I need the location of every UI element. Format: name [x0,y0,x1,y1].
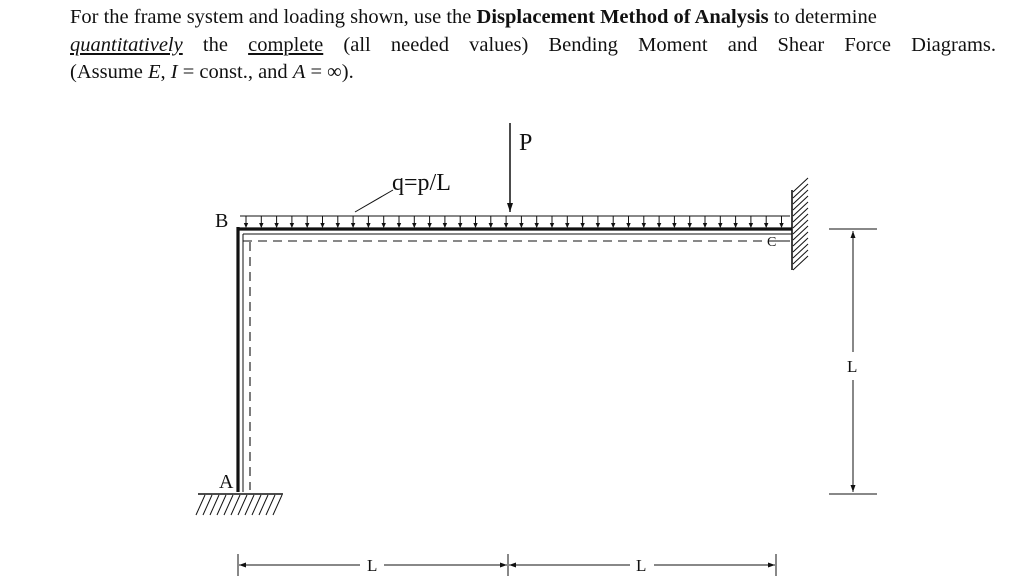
load-arrow-head [733,223,737,228]
emphasis-quantitatively: quantitatively [70,33,183,56]
hatch-line [245,495,254,515]
hatch-line [793,208,808,222]
load-arrow-head [259,223,263,228]
hatch-line [231,495,240,515]
load-arrow-head [244,223,248,228]
hatch-line [238,495,247,515]
load-arrow-head [596,223,600,228]
text-span: For the frame system and loading shown, use the [70,6,477,28]
node-b-label: B [215,210,229,232]
distributed-load [244,216,784,228]
load-arrow-head [764,223,768,228]
hatch-line [217,495,226,515]
node-a-label: A [219,471,234,493]
load-arrow-head [427,223,431,228]
dim-right-label: L [636,556,647,575]
hatch-line [273,495,282,515]
hatch-line [224,495,233,515]
hatch-line [252,495,261,515]
text-span: , [160,61,171,83]
hatch-line [793,250,808,264]
dim-left-label: L [367,556,378,575]
load-arrow-head [336,223,340,228]
hatch-line [203,495,212,515]
symbol-i: I [170,61,178,83]
load-arrow-head [320,223,324,228]
load-arrow-head [611,223,615,228]
load-arrow-head [397,223,401,228]
load-arrow-head [565,223,569,228]
hatch-line [793,232,808,246]
point-load-label: P [519,130,533,156]
load-arrow-head [305,223,309,228]
load-label-leader [355,190,393,212]
hatch-line [793,196,808,210]
load-arrow-head [718,223,722,228]
method-name: Displacement Method of Analysis [476,6,769,28]
text-span: the [182,33,249,56]
load-arrow-head [382,223,386,228]
load-arrow-head [550,223,554,228]
text-span: (Assume [70,61,149,83]
load-arrow-head [274,223,278,228]
hatch-line [793,214,808,228]
load-arrow-head [473,223,477,228]
hatch-line [793,190,808,204]
hatch-line [793,202,808,216]
load-arrow-head [657,223,661,228]
hatch-line [793,178,808,192]
load-arrow-head [703,223,707,228]
text-span: = ∞). [305,61,354,83]
hatch-line [793,184,808,198]
hatch-line [196,495,205,515]
text-span: = const., and [177,61,293,83]
load-arrow-head [688,223,692,228]
load-arrow-head [351,223,355,228]
load-arrow-head [779,223,783,228]
hatch-line [259,495,268,515]
symbol-a: A [292,61,306,83]
hatch-line [266,495,275,515]
distributed-load-label: q=p/L [392,170,451,196]
hatch-line [793,220,808,234]
hatch-line [210,495,219,515]
load-arrow-head [535,223,539,228]
text-span: (all needed values) Bending Moment and Shear Force Diagrams. [323,33,996,56]
load-arrow-head [443,223,447,228]
hatch-line [793,238,808,252]
hatch-line [793,226,808,240]
text-span: to determine [768,6,877,28]
emphasis-complete: complete [248,33,324,56]
support-a-hatch [196,495,282,515]
load-arrow-head [412,223,416,228]
load-arrow-head [749,223,753,228]
symbol-e: E [148,61,161,83]
load-arrow-head [489,223,493,228]
dim-vertical-label: L [847,357,858,376]
load-arrow-head [504,223,508,228]
load-arrow-head [366,223,370,228]
load-arrow-head [672,223,676,228]
load-arrow-head [458,223,462,228]
load-arrow-head [519,223,523,228]
load-arrow-head [626,223,630,228]
support-c-hatch [793,178,808,270]
load-arrow-head [642,223,646,228]
load-arrow-head [290,223,294,228]
load-arrow-head [580,223,584,228]
hatch-line [793,244,808,258]
hatch-line [793,256,808,270]
node-c-label: C [767,235,777,250]
